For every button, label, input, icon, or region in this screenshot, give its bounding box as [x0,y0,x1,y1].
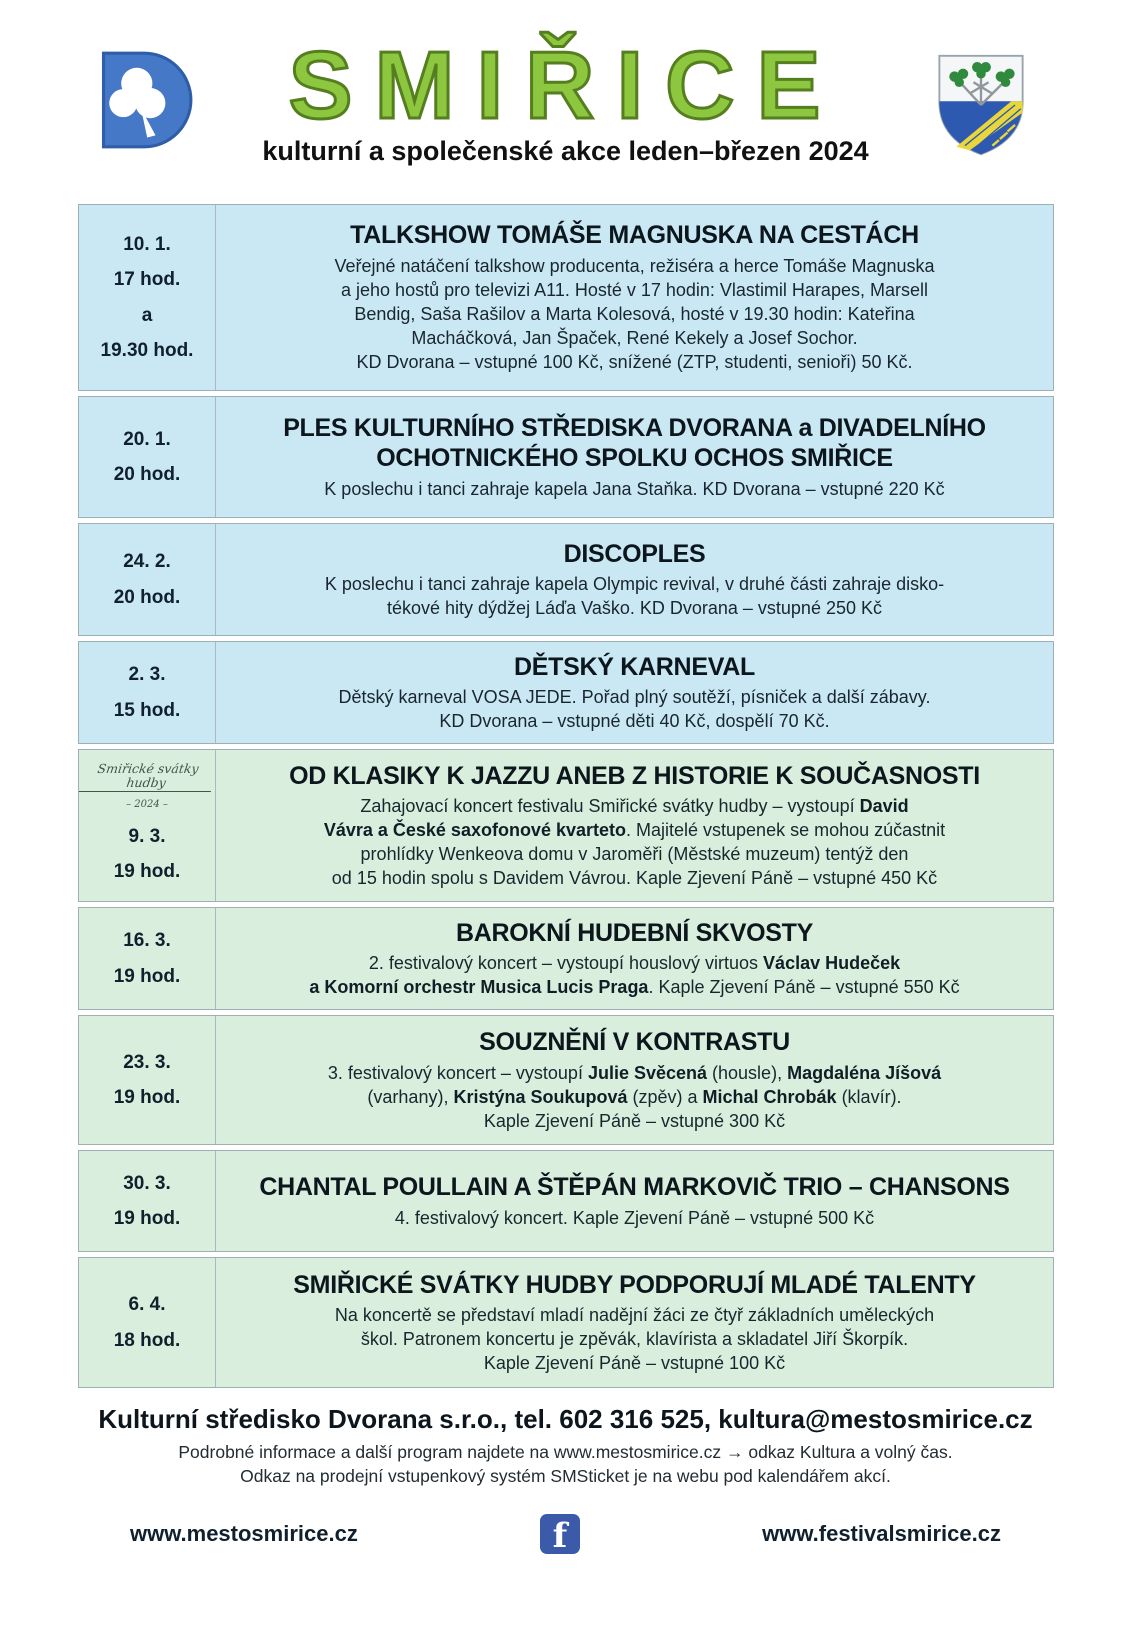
event-date [79,750,216,901]
festival-logo-year: – 2024 – [126,799,168,811]
event-date: 30. 3. 19 hod. [79,1151,216,1251]
event-title: SMIŘICKÉ SVÁTKY HUDBY PODPORUJÍ MLADÉ TALENTY [293,1270,976,1299]
dvorana-logo-icon [88,48,196,157]
event-date: 23. 3. 19 hod. [79,1016,216,1144]
event-date: 2. 3. 15 hod. [79,642,216,743]
festival-logo [81,762,213,814]
mestosmirice-link[interactable]: www.mestosmirice.cz [130,1521,358,1547]
event-content [216,524,1053,635]
event-description: 2. festivalový koncert – vystoupí houslový virtuos Václav Hudeček a Komorní orchestr Musica Lucis Praga. Kaple Zjevení Páně – vstupné 550 Kč [309,953,960,998]
poster-page [0,30,1131,1630]
event-description: Na koncertě se představí mladí nadějní žáci ze čtyř základních uměleckých škol. Patronem koncertu je zpěvák, klavírista a skladatel Jiří Škorpík. Kaple Zjevení Páně – vstupné 100 Kč [334,1305,935,1374]
event-row-od-klasiky [78,749,1054,902]
event-description: Veřejné natáčení talkshow producenta, režiséra a herce Tomáše Magnuska a jeho hostů pro televizi A11. Hosté v 17 hodin: Vlastimil Harapes, Marsell Bendig, Saša Rašilov a Marta Kolesová, hosté v 19.30 hodin: Kateřina Macháčková, Jan Špaček, René Kekely a Josef Sochor. KD Dvorana – vstupné 100 Kč, snížené (ZTP, studenti, senioři) 50 Kč. [334,255,935,373]
event-date: 24. 2. 20 hod. [79,524,216,635]
event-title: SOUZNĚNÍ V KONTRASTU [479,1028,790,1057]
facebook-icon[interactable]: f [540,1514,580,1554]
event-date: 10. 1. 17 hod. a 19.30 hod. [79,205,216,390]
info-line-1: Podrobné informace a další program najdete na www.mestosmirice.cz → odkaz Kultura a volný čas. [178,1442,953,1462]
event-row-ples [78,396,1054,518]
event-description: K poslechu i tanci zahraje kapela Olympic revival, v druhé části zahraje disko- tékové hity dýdžej Láďa Vaško. KD Dvorana – vstupné 250 Kč [324,574,945,619]
event-row-talkshow [78,204,1054,391]
event-row-karneval [78,641,1054,744]
event-date-lines: 9. 3. 19 hod. [113,826,181,883]
event-content [216,1151,1053,1251]
footer [0,1404,1131,1554]
event-content [216,397,1053,517]
event-title: PLES KULTURNÍHO STŘEDISKA DVORANA a DIVADELNÍHO OCHOTNICKÉHO SPOLKU OCHOS SMIŘICE [283,413,986,473]
event-content [216,205,1053,390]
contact-line: Kulturní středisko Dvorana s.r.o., tel. 602 316 525, kultura@mestosmirice.cz [98,1404,1033,1434]
event-content [216,1016,1053,1144]
page-subtitle: kulturní a společenské akce leden–březen 2024 [262,136,869,166]
event-title: DĚTSKÝ KARNEVAL [514,652,755,681]
event-date: 16. 3. 19 hod. [79,908,216,1009]
event-row-talenty [78,1257,1054,1388]
event-content [216,1258,1053,1387]
event-date: 20. 1. 20 hod. [79,397,216,517]
page-title: SMIŘICE [288,32,843,139]
event-title: DISCOPLES [563,539,706,568]
festival-logo-text: Smiřické svátky hudby [79,762,215,792]
event-description: Dětský karneval VOSA JEDE. Pořad plný soutěží, písniček a další zábavy. KD Dvorana – vstupné děti 40 Kč, dospělí 70 Kč. [338,687,931,732]
event-row-chantal [78,1150,1054,1252]
event-row-discoples [78,523,1054,636]
events-table [78,204,1054,1388]
event-content [216,642,1053,743]
event-description: 3. festivalový koncert – vystoupí Julie Svěcená (housle), Magdaléna Jíšová (varhany), Kristýna Soukupová (zpěv) a Michal Chrobák (klavír). Kaple Zjevení Páně – vstupné 300 Kč [327,1062,942,1131]
event-title: BAROKNÍ HUDEBNÍ SKVOSTY [455,918,814,947]
event-description: 4. festivalový koncert. Kaple Zjevení Páně – vstupné 500 Kč [394,1207,875,1228]
event-title: CHANTAL POULLAIN A ŠTĚPÁN MARKOVIČ TRIO – CHANSONS [259,1173,1010,1202]
header [0,30,1131,198]
links-row [130,1514,1001,1554]
event-row-barokni [78,907,1054,1010]
event-title: OD KLASIKY K JAZZU ANEB Z HISTORIE K SOUČASNOSTI [289,761,980,790]
event-row-souzneni [78,1015,1054,1145]
info-line-2: Odkaz na prodejní vstupenkový systém SMSticket je na webu pod kalendářem akcí. [240,1465,891,1486]
event-date: 6. 4. 18 hod. [79,1258,216,1387]
event-description: K poslechu i tanci zahraje kapela Jana Staňka. KD Dvorana – vstupné 220 Kč [324,478,945,499]
smirice-coat-of-arms-icon [933,52,1029,163]
festivalsmirice-link[interactable]: www.festivalsmirice.cz [762,1521,1001,1547]
event-content [216,908,1053,1009]
event-description: Zahajovací koncert festivalu Smiřické svátky hudby – vystoupí David Vávra a České saxofonové kvarteto. Majitelé vstupenek se mohou zúčastnit prohlídky Wenkeova domu v Jaroměři (Městské muzeum) tentýž den od 15 hodin spolu s Davidem Vávrou. Kaple Zjevení Páně – vstupné 450 Kč [323,796,946,889]
event-content [216,750,1053,901]
event-title: TALKSHOW TOMÁŠE MAGNUSKA NA CESTÁCH [350,221,919,250]
